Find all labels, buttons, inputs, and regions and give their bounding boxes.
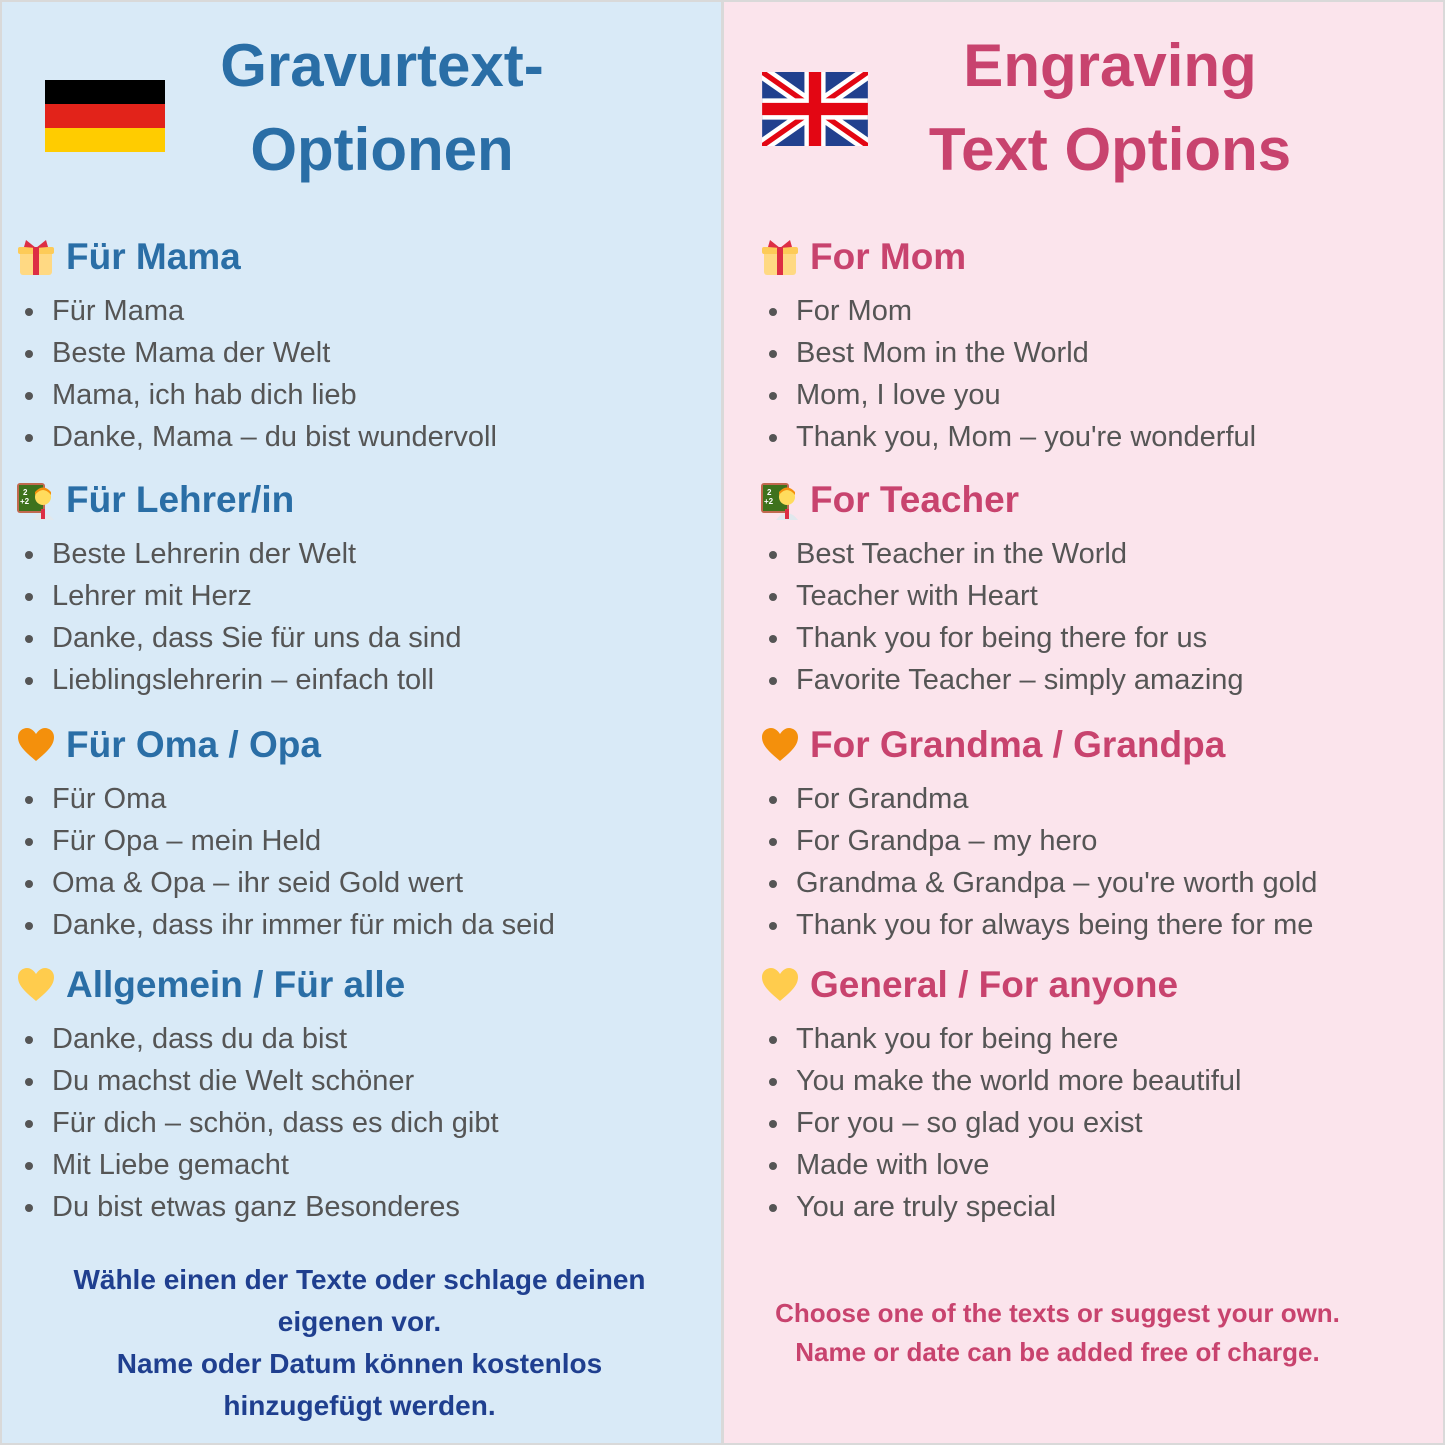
text-option-item: For Mom <box>760 290 1256 332</box>
text-option-item: Für Mama <box>16 290 497 332</box>
text-option-item: Lieblingslehrerin – einfach toll <box>16 659 461 701</box>
footer-line: hinzugefügt werden. <box>223 1390 496 1421</box>
section-heading <box>16 475 461 525</box>
text-option-item: Thank you for being here <box>760 1018 1241 1060</box>
text-option-list <box>16 1018 499 1228</box>
footer-line: Name or date can be added free of charge. <box>795 1337 1320 1367</box>
section-heading-text: Für Mama <box>66 236 241 277</box>
section <box>760 720 1317 946</box>
text-option-item: Danke, Mama – du bist wundervoll <box>16 416 497 458</box>
text-option-item: Thank you, Mom – you're wonderful <box>760 416 1256 458</box>
footer-line: Wähle einen der Texte oder schlage deinen <box>73 1264 646 1295</box>
text-option-item: Mom, I love you <box>760 374 1256 416</box>
text-option-list <box>16 290 497 458</box>
gift-icon <box>16 237 66 277</box>
text-option-item: Beste Lehrerin der Welt <box>16 533 461 575</box>
text-option-item: For Grandpa – my hero <box>760 820 1317 862</box>
text-option-item: Beste Mama der Welt <box>16 332 497 374</box>
text-option-item: Thank you for always being there for me <box>760 904 1317 946</box>
text-option-item: Grandma & Grandpa – you're worth gold <box>760 862 1317 904</box>
text-option-list <box>760 533 1244 701</box>
footer-line: eigenen vor. <box>277 1306 442 1337</box>
text-option-item: Du bist etwas ganz Besonderes <box>16 1186 499 1228</box>
english-panel <box>724 2 1443 1443</box>
section-heading-text: For Grandma / Grandpa <box>810 724 1226 765</box>
german-panel <box>2 2 721 1443</box>
section <box>760 475 1244 701</box>
text-option-item: Mit Liebe gemacht <box>16 1144 499 1186</box>
orange-heart-icon <box>760 725 810 765</box>
english-footer <box>698 1294 1417 1372</box>
footer-line: Choose one of the texts or suggest your own. <box>775 1298 1340 1328</box>
text-option-item: Mama, ich hab dich lieb <box>16 374 497 416</box>
section-heading-text: Allgemein / Für alle <box>66 964 406 1005</box>
section-heading <box>16 720 555 770</box>
section-heading-text: For Mom <box>810 236 967 277</box>
section-heading-text: For Teacher <box>810 479 1020 520</box>
text-option-item: Danke, dass du da bist <box>16 1018 499 1060</box>
text-option-item: You are truly special <box>760 1186 1241 1228</box>
text-option-item: Oma & Opa – ihr seid Gold wert <box>16 862 555 904</box>
section-heading-text: Für Oma / Opa <box>66 724 321 765</box>
section-heading-text: Für Lehrer/in <box>66 479 295 520</box>
text-option-list <box>760 1018 1241 1228</box>
section-heading <box>760 960 1241 1010</box>
text-option-item: Für Opa – mein Held <box>16 820 555 862</box>
section <box>16 720 555 946</box>
svg-text:2: 2 <box>767 488 772 497</box>
text-option-item: Thank you for being there for us <box>760 617 1244 659</box>
section-heading <box>760 475 1244 525</box>
gift-icon <box>760 237 810 277</box>
text-option-item: You make the world more beautiful <box>760 1060 1241 1102</box>
section <box>16 475 461 701</box>
text-option-item: Best Mom in the World <box>760 332 1256 374</box>
section-heading <box>16 232 497 282</box>
footer-line: Name oder Datum können kostenlos <box>116 1348 603 1379</box>
text-option-item: Made with love <box>760 1144 1241 1186</box>
text-option-item: Danke, dass Sie für uns da sind <box>16 617 461 659</box>
text-option-item: Favorite Teacher – simply amazing <box>760 659 1244 701</box>
text-option-item: Danke, dass ihr immer für mich da seid <box>16 904 555 946</box>
text-option-item: For Grandma <box>760 778 1317 820</box>
section <box>16 232 497 458</box>
section-heading-text: General / For anyone <box>810 964 1179 1005</box>
text-option-item: Du machst die Welt schöner <box>16 1060 499 1102</box>
section <box>760 960 1241 1228</box>
title-line: Text Options <box>928 116 1292 183</box>
svg-text:+2: +2 <box>764 497 774 506</box>
section <box>760 232 1256 458</box>
yellow-heart-icon <box>16 965 66 1005</box>
text-option-item: Teacher with Heart <box>760 575 1244 617</box>
text-option-item: Für dich – schön, dass es dich gibt <box>16 1102 499 1144</box>
yellow-heart-icon <box>760 965 810 1005</box>
german-title <box>150 24 614 192</box>
section <box>16 960 499 1228</box>
svg-text:+2: +2 <box>20 497 30 506</box>
text-option-list <box>16 778 555 946</box>
svg-text:2: 2 <box>23 488 28 497</box>
text-option-item: Best Teacher in the World <box>760 533 1244 575</box>
text-option-list <box>16 533 461 701</box>
title-line: Gravurtext- <box>220 32 544 99</box>
orange-heart-icon <box>16 725 66 765</box>
section-heading <box>16 960 499 1010</box>
title-line: Optionen <box>250 116 514 183</box>
uk-flag-icon <box>762 72 868 146</box>
german-footer <box>0 1259 719 1427</box>
text-option-item: For you – so glad you exist <box>760 1102 1241 1144</box>
text-option-item: Lehrer mit Herz <box>16 575 461 617</box>
teacher-icon <box>16 480 66 520</box>
text-option-list <box>760 290 1256 458</box>
section-heading <box>760 720 1317 770</box>
text-option-list <box>760 778 1317 946</box>
teacher-icon <box>760 480 810 520</box>
title-line: Engraving <box>963 32 1257 99</box>
german-flag-icon <box>45 80 165 152</box>
text-option-item: Für Oma <box>16 778 555 820</box>
section-heading <box>760 232 1256 282</box>
english-title <box>880 24 1340 192</box>
